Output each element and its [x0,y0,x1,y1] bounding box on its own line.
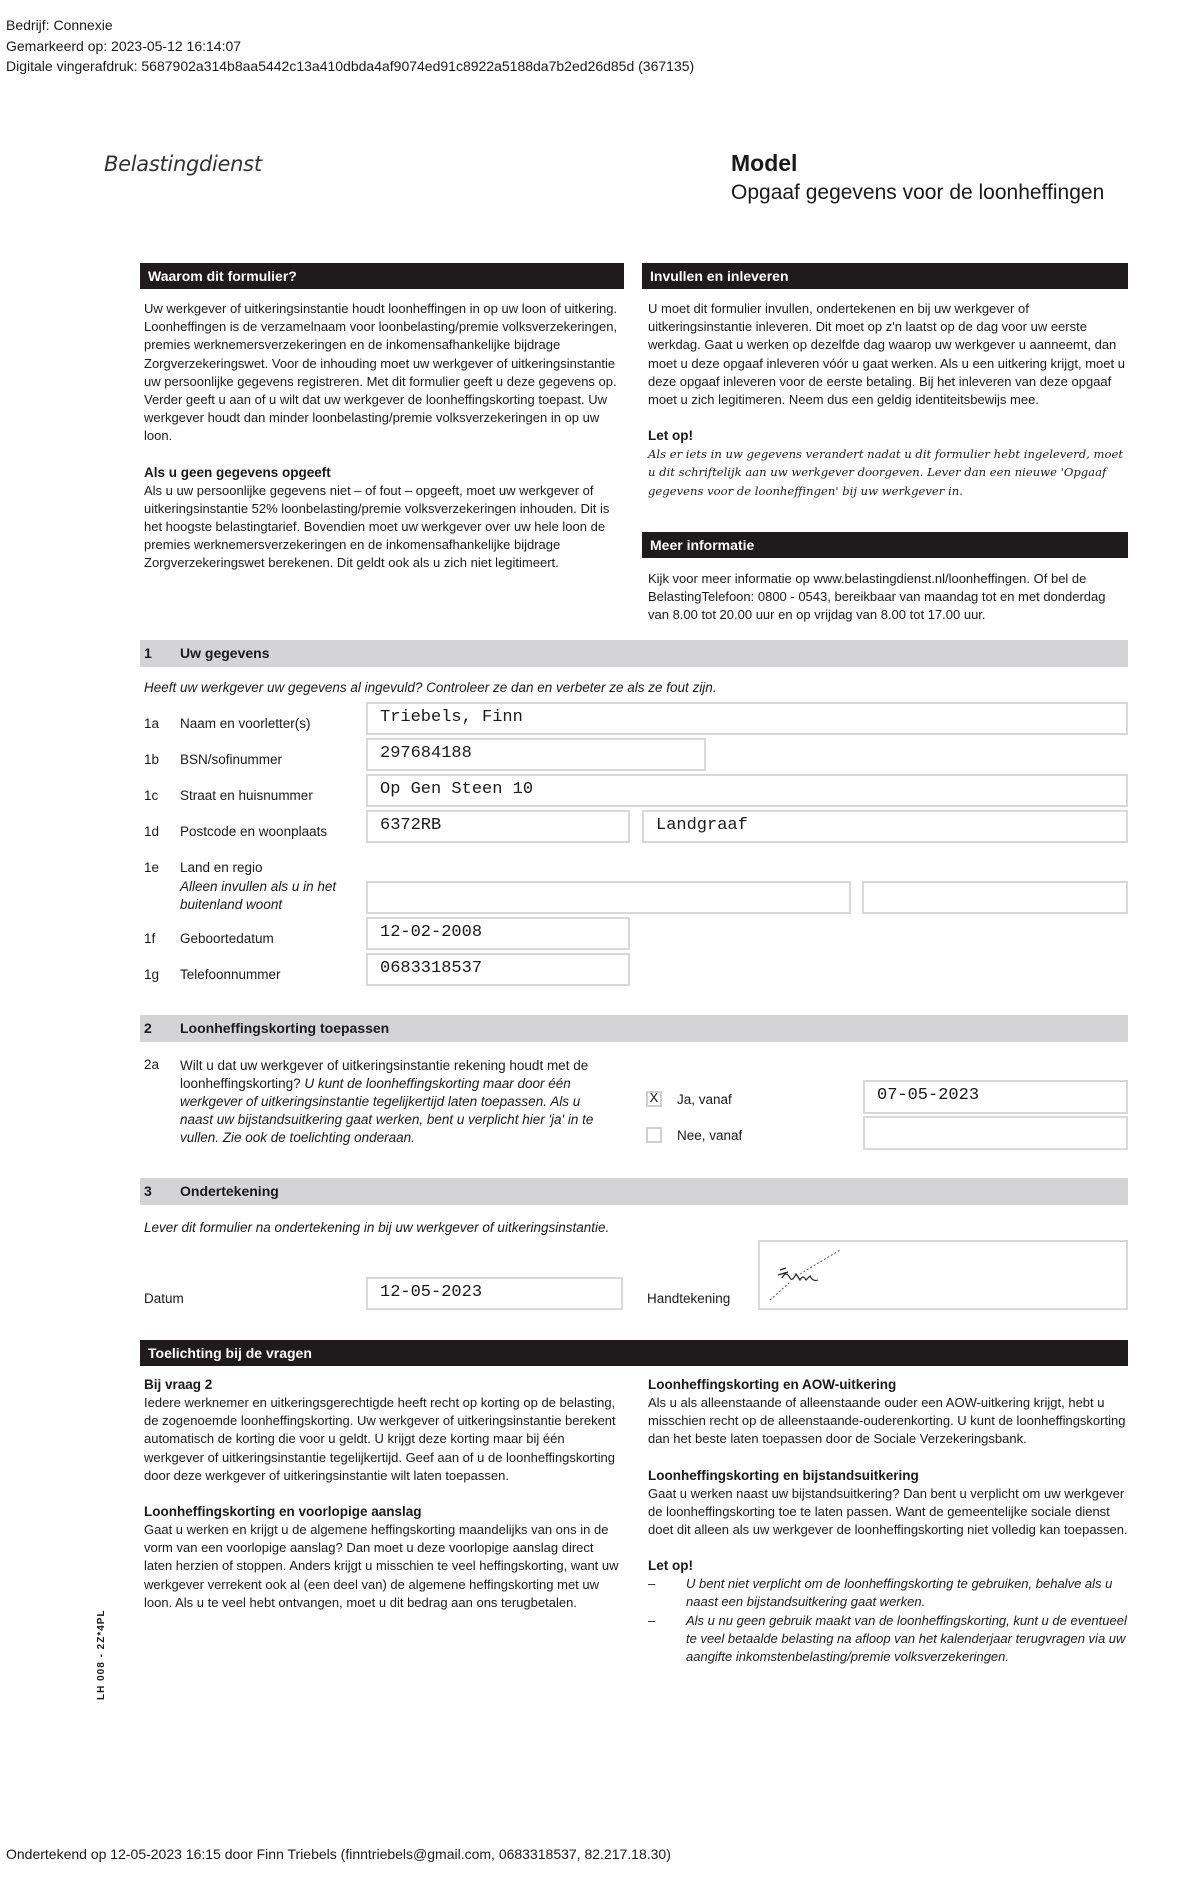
fill-note-heading: Let op! [648,428,693,444]
signature-label: Handtekening [647,1291,731,1306]
row-1d-number: 1d [144,824,160,839]
postcode-field[interactable]: 6372RB [366,810,630,843]
prov-body: Gaat u werken en krijgt u de algemene heffingskorting maandelijks van ons in de vorm van een voorlopige aanslag? Dan moet u deze voorlopige aanslag direct laten herzien of stoppen. Anders krijgt u misschien te veel heffingskorting, want uw werkgever verrekent ook al (een deel van) de algemene heffingskorting met uw loon. Als u te veel hebt ontvangen, moet u dit bedrag aan ons terugbetalen. [144,1522,619,1610]
explain-right-column [648,1376,1128,1666]
row-1e-hint: Alleen invullen als u in het buitenland woont [180,879,337,912]
section2-title: Loonheffingskorting toepassen [180,1020,390,1036]
no-date-field[interactable] [863,1116,1128,1150]
yes-date-field[interactable]: 07-05-2023 [863,1080,1128,1114]
row-1f-number: 1f [144,931,156,946]
fill-body: U moet dit formulier invullen, ondertekenen en bij uw werkgever of uitkeringsinstantie inleveren. Dit moet op z'n laatst op de dag voor uw eerste werkdag. Gaat u werken op dezelfde dag waarop uw werkgever u aanneemt, dan moet u deze opgaaf inleveren vóór u gaat werken. Als u een uitkering krijgt, moet u deze opgaaf inleveren voor de eerste betaling. Bij het inleveren van deze opgaaf moet u zich legitimeren. Neem dus een geldig identiteitsbewijs mee. [648,301,1125,408]
belastingdienst-logo: Belastingdienst [104,152,262,176]
signature-box[interactable] [758,1240,1128,1310]
aow-heading: Loonheffingskorting en AOW-uitkering [648,1377,897,1392]
why-heading: Waarom dit formulier? [140,263,624,289]
fill-section [648,300,1126,500]
bijstand-body: Gaat u werken naast uw bijstandsuitkering? Dan bent u verplicht om uw werkgever de loonheffingskorting toe te laten passen. Want de gemeentelijke sociale dienst doet dit alleen als uw werkgever de loonheffingskorting niet volledig kan toepassen. [648,1485,1128,1538]
bsn-field[interactable]: 297684188 [366,738,706,771]
meta-company: Bedrijf: Connexie [6,17,113,33]
explain-heading: Toelichting bij de vragen [140,1340,1128,1366]
fill-note-body: Als er iets in uw gegevens verandert nadat u dit formulier hebt ingeleverd, moet u dit schriftelijk aan uw werkgever doorgeven. Lever dan een nieuwe 'Opgaaf gegevens voor de loonheffingen' bij uw werkgever in. [648,447,1124,498]
question-2a-hint: U kunt de loonheffingskorting maar door één werkgever of uitkeringsinstantie tegelijkertijd laten toepassen. Als u naast uw bijstandsuitkering gaat werken, bent u verplicht hier 'ja' in te vullen. Zie ook de toelichting onderaan. [180,1076,594,1145]
bijstand-heading: Loonheffingskorting en bijstandsuitkering [648,1467,919,1483]
section3-note: Lever dit formulier na ondertekening in bij uw werkgever of uitkeringsinstantie. [144,1220,610,1235]
prov-heading: Loonheffingskorting en voorlopige aanslag [144,1504,422,1520]
row-1g-label: Telefoonnummer [180,967,281,982]
yes-label: Ja, vanaf [677,1092,732,1107]
section2-header [140,1015,1128,1042]
q2-body: Iedere werknemer en uitkeringsgerechtigde heeft recht op korting op de belasting, de zogenoemde loonheffingskorting. Uw werkgever of uitkeringsinstantie berekent automatisch de korting die voor u geldt. U krijgt deze korting maar bij één werkgever of uitkeringsinstantie tegelijkertijd. Geef aan of u de loonheffingskorting door deze werkgever of uitkeringsinstantie wilt laten toepassen. [144,1395,616,1483]
aow-body: Als u als alleenstaande of alleenstaande ouder een AOW-uitkering krijgt, hebt u misschien recht op de alleenstaande-ouderenkorting. U kunt de loonheffingskorting dan het beste laten toepassen door de Sociale Verzekeringsbank. [648,1395,1126,1447]
country-field[interactable] [366,881,851,914]
why-sub-body: Als u uw persoonlijke gegevens niet – of fout – opgeeft, moet uw werkgever of uitkeringsinstantie 52% loonbelasting/premie volksverzekeringen inhouden. Dit is het hoogste belastingtarief. Bovendien moet uw werkgever over uw hele loon de premies werknemersverzekeringen en de inkomensafhankelijke bijdrage Zorgverzekeringswet berekenen. Dit geldt ook als u zich niet legitimeert. [144,482,610,571]
explain-note-item: – Als u nu geen gebruik maakt van de loonheffingskorting, kunt u de eventueel te veel betaalde belasting na afloop van het kalenderjaar terugvragen via uw aangifte inkomstenbelasting/premie volksverzekeringen. [648,1612,1128,1667]
city-field[interactable]: Landgraaf [642,810,1128,843]
street-field[interactable]: Op Gen Steen 10 [366,774,1128,807]
row-1g-number: 1g [144,967,160,982]
date-label: Datum [144,1291,184,1306]
row-1c-number: 1c [144,788,159,803]
section1-header [140,640,1128,667]
question-2a-number: 2a [144,1057,160,1072]
section1-number: 1 [144,645,152,661]
row-1f-label: Geboortedatum [180,931,274,946]
name-field[interactable]: Triebels, Finn [366,702,1128,735]
form-code: LH 008 - 2Z*4PL [96,1609,107,1700]
meta-fingerprint: Digitale vingerafdruk: 5687902a314b8aa5442c13a410dbda4af9074ed91c8922a5188da7b2ed26d85d (367135) [6,58,695,74]
explain-note-item: – U bent niet verplicht om de loonheffingskorting te gebruiken, behalve als u naast een bijstandsuitkering gaat werken. [648,1575,1128,1611]
section1-title: Uw gegevens [180,645,270,661]
row-1a-number: 1a [144,716,160,731]
why-sub-heading: Als u geen gegevens opgeeft [144,464,331,480]
section1-note: Heeft uw werkgever uw gegevens al ingevuld? Controleer ze dan en verbeter ze als ze fout zijn. [144,680,717,695]
info-heading: Meer informatie [642,532,1128,558]
explain-left-column [144,1376,624,1612]
birthdate-field[interactable]: 12-02-2008 [366,917,630,950]
form-model-label: Model [731,150,798,176]
section3-number: 3 [144,1183,152,1199]
row-1e-label: Land en regio [180,860,263,875]
no-label: Nee, vanaf [677,1128,743,1143]
row-1d-label: Postcode en woonplaats [180,824,328,839]
section3-title: Ondertekening [180,1183,279,1199]
question-2a [180,1057,600,1147]
row-1a-label: Naam en voorletter(s) [180,716,311,731]
row-1e-number: 1e [144,860,160,875]
section2-number: 2 [144,1020,152,1036]
yes-checkbox[interactable]: X [646,1091,662,1107]
section3-header [140,1178,1128,1205]
explain-note-heading: Let op! [648,1558,693,1574]
sign-date-field[interactable]: 12-05-2023 [366,1277,623,1310]
q2-heading: Bij vraag 2 [144,1377,213,1392]
fill-heading: Invullen en inleveren [642,263,1128,289]
row-1b-label: BSN/sofinummer [180,752,283,767]
why-body: Uw werkgever of uitkeringsinstantie houdt loonheffingen in op uw loon of uitkering. Loonheffingen is de verzamelnaam voor loonbelasting/premie volksverzekeringen, premies werknemersverzekeringen en de inkomensafhankelijke bijdrage Zorgverzekeringswet. Voor de inhouding moet uw werkgever of uitkeringsinstantie uw persoonlijke gegevens registreren. Met dit formulier geeft u deze gegevens op. Verder geeft u aan of u wilt dat uw werkgever de loonheffingskorting toepast. Uw werkgever houdt dan minder loonbelasting/premie volksverzekeringen in op uw loon. [144,301,618,444]
row-1b-number: 1b [144,752,160,767]
footer-signed: Ondertekend op 12-05-2023 16:15 door Finn Triebels (finntriebels@gmail.com, 0683318537, 82.217.18.30) [6,1846,671,1862]
phone-field[interactable]: 0683318537 [366,953,630,986]
question-2a-text: Wilt u dat uw werkgever of uitkeringsinstantie rekening houdt met de loonheffingskorting? [180,1058,589,1091]
region-field[interactable] [862,881,1128,914]
no-checkbox[interactable] [646,1127,662,1143]
row-1c-label: Straat en huisnummer [180,788,313,803]
why-section [144,300,622,573]
signature-image [760,1242,880,1308]
form-title: Opgaaf gegevens voor de loonheffingen [731,181,1105,204]
meta-marked: Gemarkeerd op: 2023-05-12 16:14:07 [6,38,242,54]
info-body: Kijk voor meer informatie op www.belastingdienst.nl/loonheffingen. Of bel de BelastingTelefoon: 0800 - 0543, bereikbaar van maandag tot en met donderdag van 8.00 tot 20.00 uur en op vrijdag van 8.00 tot 17.00 uur. [648,571,1106,623]
